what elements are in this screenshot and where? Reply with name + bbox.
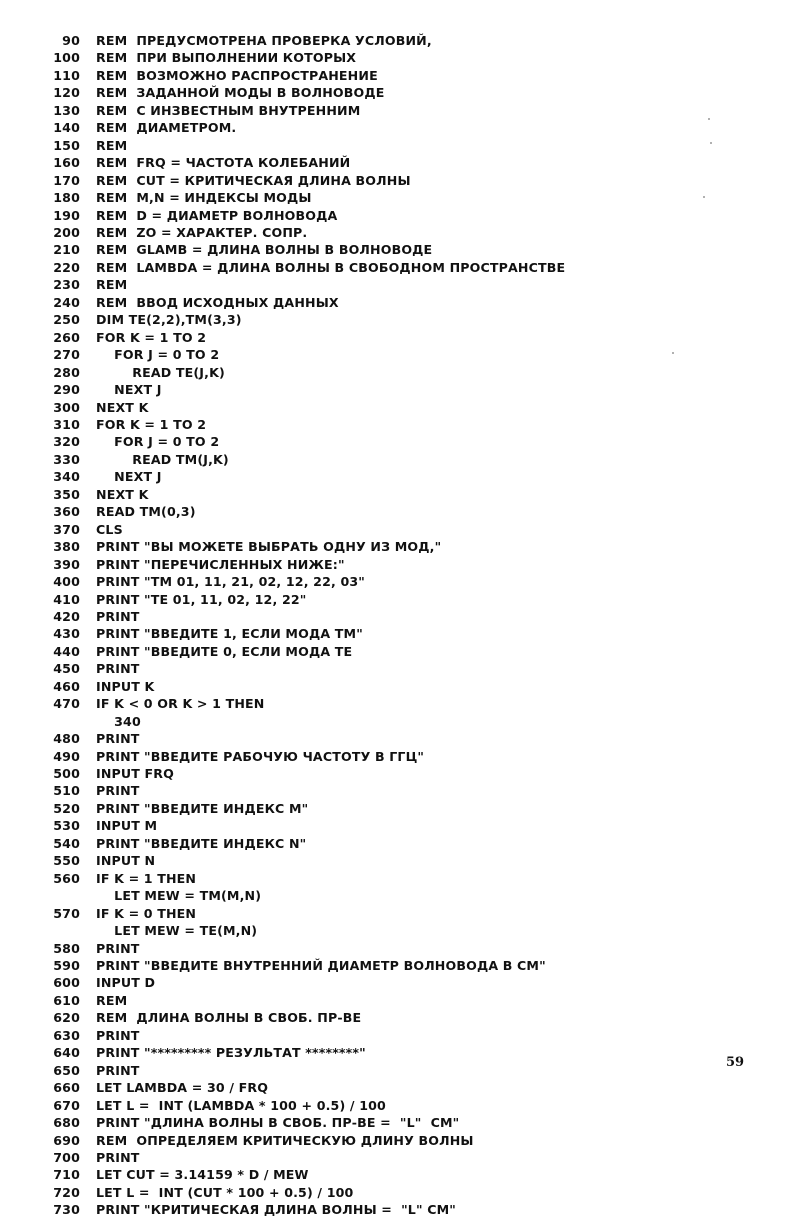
code-statement: REM ВВОД ИСХОДНЫХ ДАННЫХ	[96, 294, 339, 310]
code-statement: PRINT	[96, 1027, 140, 1043]
code-statement: PRINT "ВВЕДИТЕ ИНДЕКС N"	[96, 835, 307, 851]
code-line	[48, 695, 565, 712]
code-line	[48, 887, 565, 904]
code-line	[48, 311, 565, 328]
scan-speck	[708, 118, 710, 120]
line-number: 250	[53, 312, 80, 328]
code-line	[48, 573, 565, 590]
code-line	[48, 940, 565, 957]
line-number: 140	[53, 120, 80, 136]
code-line	[48, 800, 565, 817]
line-number: 210	[53, 242, 80, 258]
code-line	[48, 748, 565, 765]
code-statement: PRINT	[96, 731, 140, 747]
code-line	[48, 730, 565, 747]
code-line	[48, 817, 565, 834]
code-line	[48, 1114, 565, 1131]
code-line	[48, 957, 565, 974]
code-statement: REM ZO = ХАРАКТЕР. СОПР.	[96, 224, 308, 240]
line-number: 500	[53, 766, 80, 782]
code-statement: LET MEW = TM(M,N)	[96, 888, 262, 904]
code-statement: LET L = INT (CUT * 100 + 0.5) / 100	[96, 1184, 354, 1200]
code-statement: READ TE(J,K)	[96, 364, 225, 380]
code-statement: LET LAMBDA = 30 / FRQ	[96, 1080, 269, 1096]
code-line	[48, 399, 565, 416]
code-line	[48, 207, 565, 224]
code-line	[48, 154, 565, 171]
code-statement: CLS	[96, 521, 123, 537]
code-statement: PRINT	[96, 1150, 140, 1165]
line-number: 520	[53, 800, 80, 816]
scan-speck	[672, 352, 674, 354]
code-line	[48, 678, 565, 695]
code-statement: INPUT N	[96, 853, 156, 869]
code-statement: REM ДЛИНА ВОЛНЫ В СВОБ. ПР-ВЕ	[96, 1010, 362, 1026]
code-statement: PRINT "TE 01, 11, 02, 12, 22"	[96, 591, 307, 607]
line-number: 720	[53, 1184, 80, 1200]
line-number: 120	[53, 85, 80, 101]
code-line	[48, 346, 565, 363]
code-line	[48, 241, 565, 258]
line-number: 240	[53, 294, 80, 310]
code-line	[48, 538, 565, 555]
line-number: 460	[53, 678, 80, 694]
line-number: 180	[53, 190, 80, 206]
code-statement: PRINT	[96, 608, 140, 624]
code-line	[48, 451, 565, 468]
line-number: 340	[53, 469, 80, 485]
code-statement: REM ОПРЕДЕЛЯЕМ КРИТИЧЕСКУЮ ДЛИНУ ВОЛНЫ	[96, 1132, 474, 1148]
line-number: 220	[53, 259, 80, 275]
line-number: 560	[53, 870, 80, 886]
code-line	[48, 468, 565, 485]
line-number: 710	[53, 1167, 80, 1183]
code-statement: FOR J = 0 TO 2	[96, 347, 220, 363]
line-number: 610	[53, 992, 80, 1008]
code-line	[48, 189, 565, 206]
line-number: 530	[53, 818, 80, 834]
line-number: 290	[53, 382, 80, 398]
code-statement: REM ВОЗМОЖНО РАСПРОСТРАНЕНИЕ	[96, 67, 378, 83]
code-statement: PRINT "ДЛИНА ВОЛНЫ В СВОБ. ПР-ВЕ = "L" СМ"	[96, 1115, 460, 1131]
code-line	[48, 67, 565, 84]
line-number: 170	[53, 172, 80, 188]
code-statement: LET MEW = TE(M,N)	[96, 923, 258, 939]
code-statement: REM D = ДИАМЕТР ВОЛНОВОДА	[96, 207, 338, 223]
line-number: 570	[53, 905, 80, 921]
line-number: 230	[53, 277, 80, 293]
code-statement: REM LAMBDA = ДЛИНА ВОЛНЫ В СВОБОДНОМ ПРОСТРАНСТВЕ	[96, 259, 566, 275]
scan-speck	[710, 142, 712, 144]
code-line	[48, 1062, 565, 1079]
line-number: 420	[53, 608, 80, 624]
code-line	[48, 992, 565, 1009]
line-number: 640	[53, 1045, 80, 1061]
line-number: 130	[53, 102, 80, 118]
code-statement: PRINT "ВВЕДИТЕ 1, ЕСЛИ МОДА TM"	[96, 626, 363, 642]
code-statement: PRINT "ВВЕДИТЕ ИНДЕКС M"	[96, 800, 309, 816]
code-statement: REM С ИНЗВЕСТНЫМ ВНУТРЕННИМ	[96, 102, 361, 118]
code-statement: READ TM(J,K)	[96, 451, 229, 467]
line-number: 680	[53, 1115, 80, 1131]
line-number: 360	[53, 504, 80, 520]
line-number: 100	[53, 50, 80, 66]
code-statement: INPUT D	[96, 975, 156, 991]
code-statement: REM	[96, 137, 128, 153]
code-line	[48, 782, 565, 799]
line-number: 90	[62, 33, 80, 48]
code-line	[48, 276, 565, 293]
line-number: 590	[53, 958, 80, 974]
line-number: 410	[53, 591, 80, 607]
code-line	[48, 1149, 565, 1166]
code-statement: PRINT "ПЕРЕЧИСЛЕННЫХ НИЖЕ:"	[96, 556, 345, 572]
code-statement: PRINT "ВВЕДИТЕ ВНУТРЕННИЙ ДИАМЕТР ВОЛНОВОДА В СМ"	[96, 958, 546, 974]
code-statement: REM CUT = КРИТИЧЕСКАЯ ДЛИНА ВОЛНЫ	[96, 172, 411, 188]
line-number: 540	[53, 835, 80, 851]
code-line	[48, 433, 565, 450]
code-statement: FOR K = 1 TO 2	[96, 329, 207, 345]
code-statement: PRINT "ВЫ МОЖЕТЕ ВЫБРАТЬ ОДНУ ИЗ МОД,"	[96, 539, 442, 555]
line-number: 280	[53, 364, 80, 380]
line-number: 320	[53, 434, 80, 450]
line-number: 200	[53, 224, 80, 240]
code-statement: PRINT "TM 01, 11, 21, 02, 12, 22, 03"	[96, 574, 365, 590]
code-line	[48, 608, 565, 625]
code-line	[48, 556, 565, 573]
code-statement: REM M,N = ИНДЕКСЫ МОДЫ	[96, 190, 312, 206]
code-line	[48, 416, 565, 433]
line-number: 150	[53, 137, 80, 153]
code-line	[48, 172, 565, 189]
code-statement: PRINT "КРИТИЧЕСКАЯ ДЛИНА ВОЛНЫ = "L" СМ"	[96, 1202, 456, 1218]
line-number: 330	[53, 451, 80, 467]
code-statement: IF K = 0 THEN	[96, 905, 197, 921]
code-statement: NEXT J	[96, 469, 162, 485]
line-number: 110	[53, 67, 80, 83]
code-line	[48, 1097, 565, 1114]
line-number: 350	[53, 486, 80, 502]
code-statement: PRINT "********* РЕЗУЛЬТАТ ********"	[96, 1045, 366, 1061]
line-number: 650	[53, 1062, 80, 1078]
code-line	[48, 1027, 565, 1044]
code-line	[48, 381, 565, 398]
line-number: 300	[53, 399, 80, 415]
line-number: 620	[53, 1010, 80, 1026]
code-line	[48, 660, 565, 677]
code-line	[48, 259, 565, 276]
code-statement: REM	[96, 277, 128, 293]
line-number: 310	[53, 416, 80, 432]
code-statement: PRINT	[96, 1062, 140, 1078]
code-line	[48, 49, 565, 66]
code-line	[48, 835, 565, 852]
code-line	[48, 1184, 565, 1201]
code-statement: INPUT FRQ	[96, 766, 175, 782]
line-number: 260	[53, 329, 80, 345]
code-statement: PRINT "ВВЕДИТЕ РАБОЧУЮ ЧАСТОТУ В ГГЦ"	[96, 748, 425, 764]
code-statement: NEXT J	[96, 382, 162, 398]
code-line	[48, 364, 565, 381]
code-line	[48, 137, 565, 154]
code-line	[48, 486, 565, 503]
code-line	[48, 1166, 565, 1183]
page-number: 59	[726, 1055, 745, 1070]
line-number: 630	[53, 1027, 80, 1043]
line-number: 600	[53, 975, 80, 991]
code-statement: LET CUT = 3.14159 * D / MEW	[96, 1167, 309, 1183]
code-line	[48, 1079, 565, 1096]
code-statement: FOR K = 1 TO 2	[96, 416, 207, 432]
line-number: 160	[53, 155, 80, 171]
code-line	[48, 765, 565, 782]
line-number: 550	[53, 853, 80, 869]
code-statement: 340	[96, 713, 141, 729]
code-statement: PRINT	[96, 940, 140, 956]
line-number: 480	[53, 731, 80, 747]
code-line	[48, 1044, 565, 1061]
code-statement: IF K = 1 THEN	[96, 870, 197, 886]
code-line	[48, 119, 565, 136]
line-number: 380	[53, 539, 80, 555]
line-number: 490	[53, 748, 80, 764]
program-listing	[48, 32, 565, 1219]
code-statement: REM ДИАМЕТРОМ.	[96, 120, 237, 136]
code-statement: READ TM(0,3)	[96, 504, 196, 520]
line-number: 370	[53, 521, 80, 537]
line-number: 670	[53, 1097, 80, 1113]
code-statement: PRINT	[96, 661, 140, 677]
code-statement: INPUT M	[96, 818, 158, 834]
line-number: 690	[53, 1132, 80, 1148]
line-number: 400	[53, 574, 80, 590]
code-statement: LET L = INT (LAMBDA * 100 + 0.5) / 100	[96, 1097, 386, 1113]
code-line	[48, 713, 565, 730]
code-line	[48, 643, 565, 660]
code-line	[48, 521, 565, 538]
code-line	[48, 625, 565, 642]
code-line	[48, 329, 565, 346]
line-number: 470	[53, 696, 80, 712]
code-line	[48, 870, 565, 887]
line-number: 580	[53, 940, 80, 956]
code-line	[48, 224, 565, 241]
code-statement: DIM TE(2,2),TM(3,3)	[96, 312, 242, 328]
code-statement: REM FRQ = ЧАСТОТА КОЛЕБАНИЙ	[96, 155, 351, 171]
code-statement: NEXT K	[96, 486, 149, 502]
line-number: 190	[53, 207, 80, 223]
code-statement: PRINT	[96, 783, 140, 799]
code-line	[48, 922, 565, 939]
code-line	[48, 1009, 565, 1026]
code-line	[48, 591, 565, 608]
code-statement: INPUT K	[96, 678, 155, 694]
line-number: 730	[53, 1202, 80, 1218]
code-statement: NEXT K	[96, 399, 149, 415]
code-statement: REM ПРЕДУСМОТРЕНА ПРОВЕРКА УСЛОВИЙ,	[96, 33, 432, 48]
line-number: 700	[53, 1150, 80, 1165]
code-line	[48, 84, 565, 101]
code-line	[48, 503, 565, 520]
line-number: 390	[53, 556, 80, 572]
code-line	[48, 102, 565, 119]
code-line	[48, 1201, 565, 1218]
line-number: 270	[53, 347, 80, 363]
code-line	[48, 32, 565, 49]
code-statement: IF K < 0 OR K > 1 THEN	[96, 696, 265, 712]
code-line	[48, 905, 565, 922]
code-statement: PRINT "ВВЕДИТЕ 0, ЕСЛИ МОДА TE	[96, 643, 353, 659]
code-statement: REM	[96, 992, 128, 1008]
line-number: 430	[53, 626, 80, 642]
code-statement: REM ЗАДАННОЙ МОДЫ В ВОЛНОВОДЕ	[96, 85, 385, 101]
code-line	[48, 974, 565, 991]
line-number: 510	[53, 783, 80, 799]
code-statement: REM GLAMB = ДЛИНА ВОЛНЫ В ВОЛНОВОДЕ	[96, 242, 433, 258]
code-line	[48, 852, 565, 869]
code-statement: FOR J = 0 TO 2	[96, 434, 220, 450]
code-line	[48, 294, 565, 311]
line-number: 660	[53, 1080, 80, 1096]
code-line	[48, 1132, 565, 1149]
line-number: 450	[53, 661, 80, 677]
line-number: 440	[53, 643, 80, 659]
scan-speck	[703, 196, 705, 198]
code-statement: REM ПРИ ВЫПОЛНЕНИИ КОТОРЫХ	[96, 50, 357, 66]
